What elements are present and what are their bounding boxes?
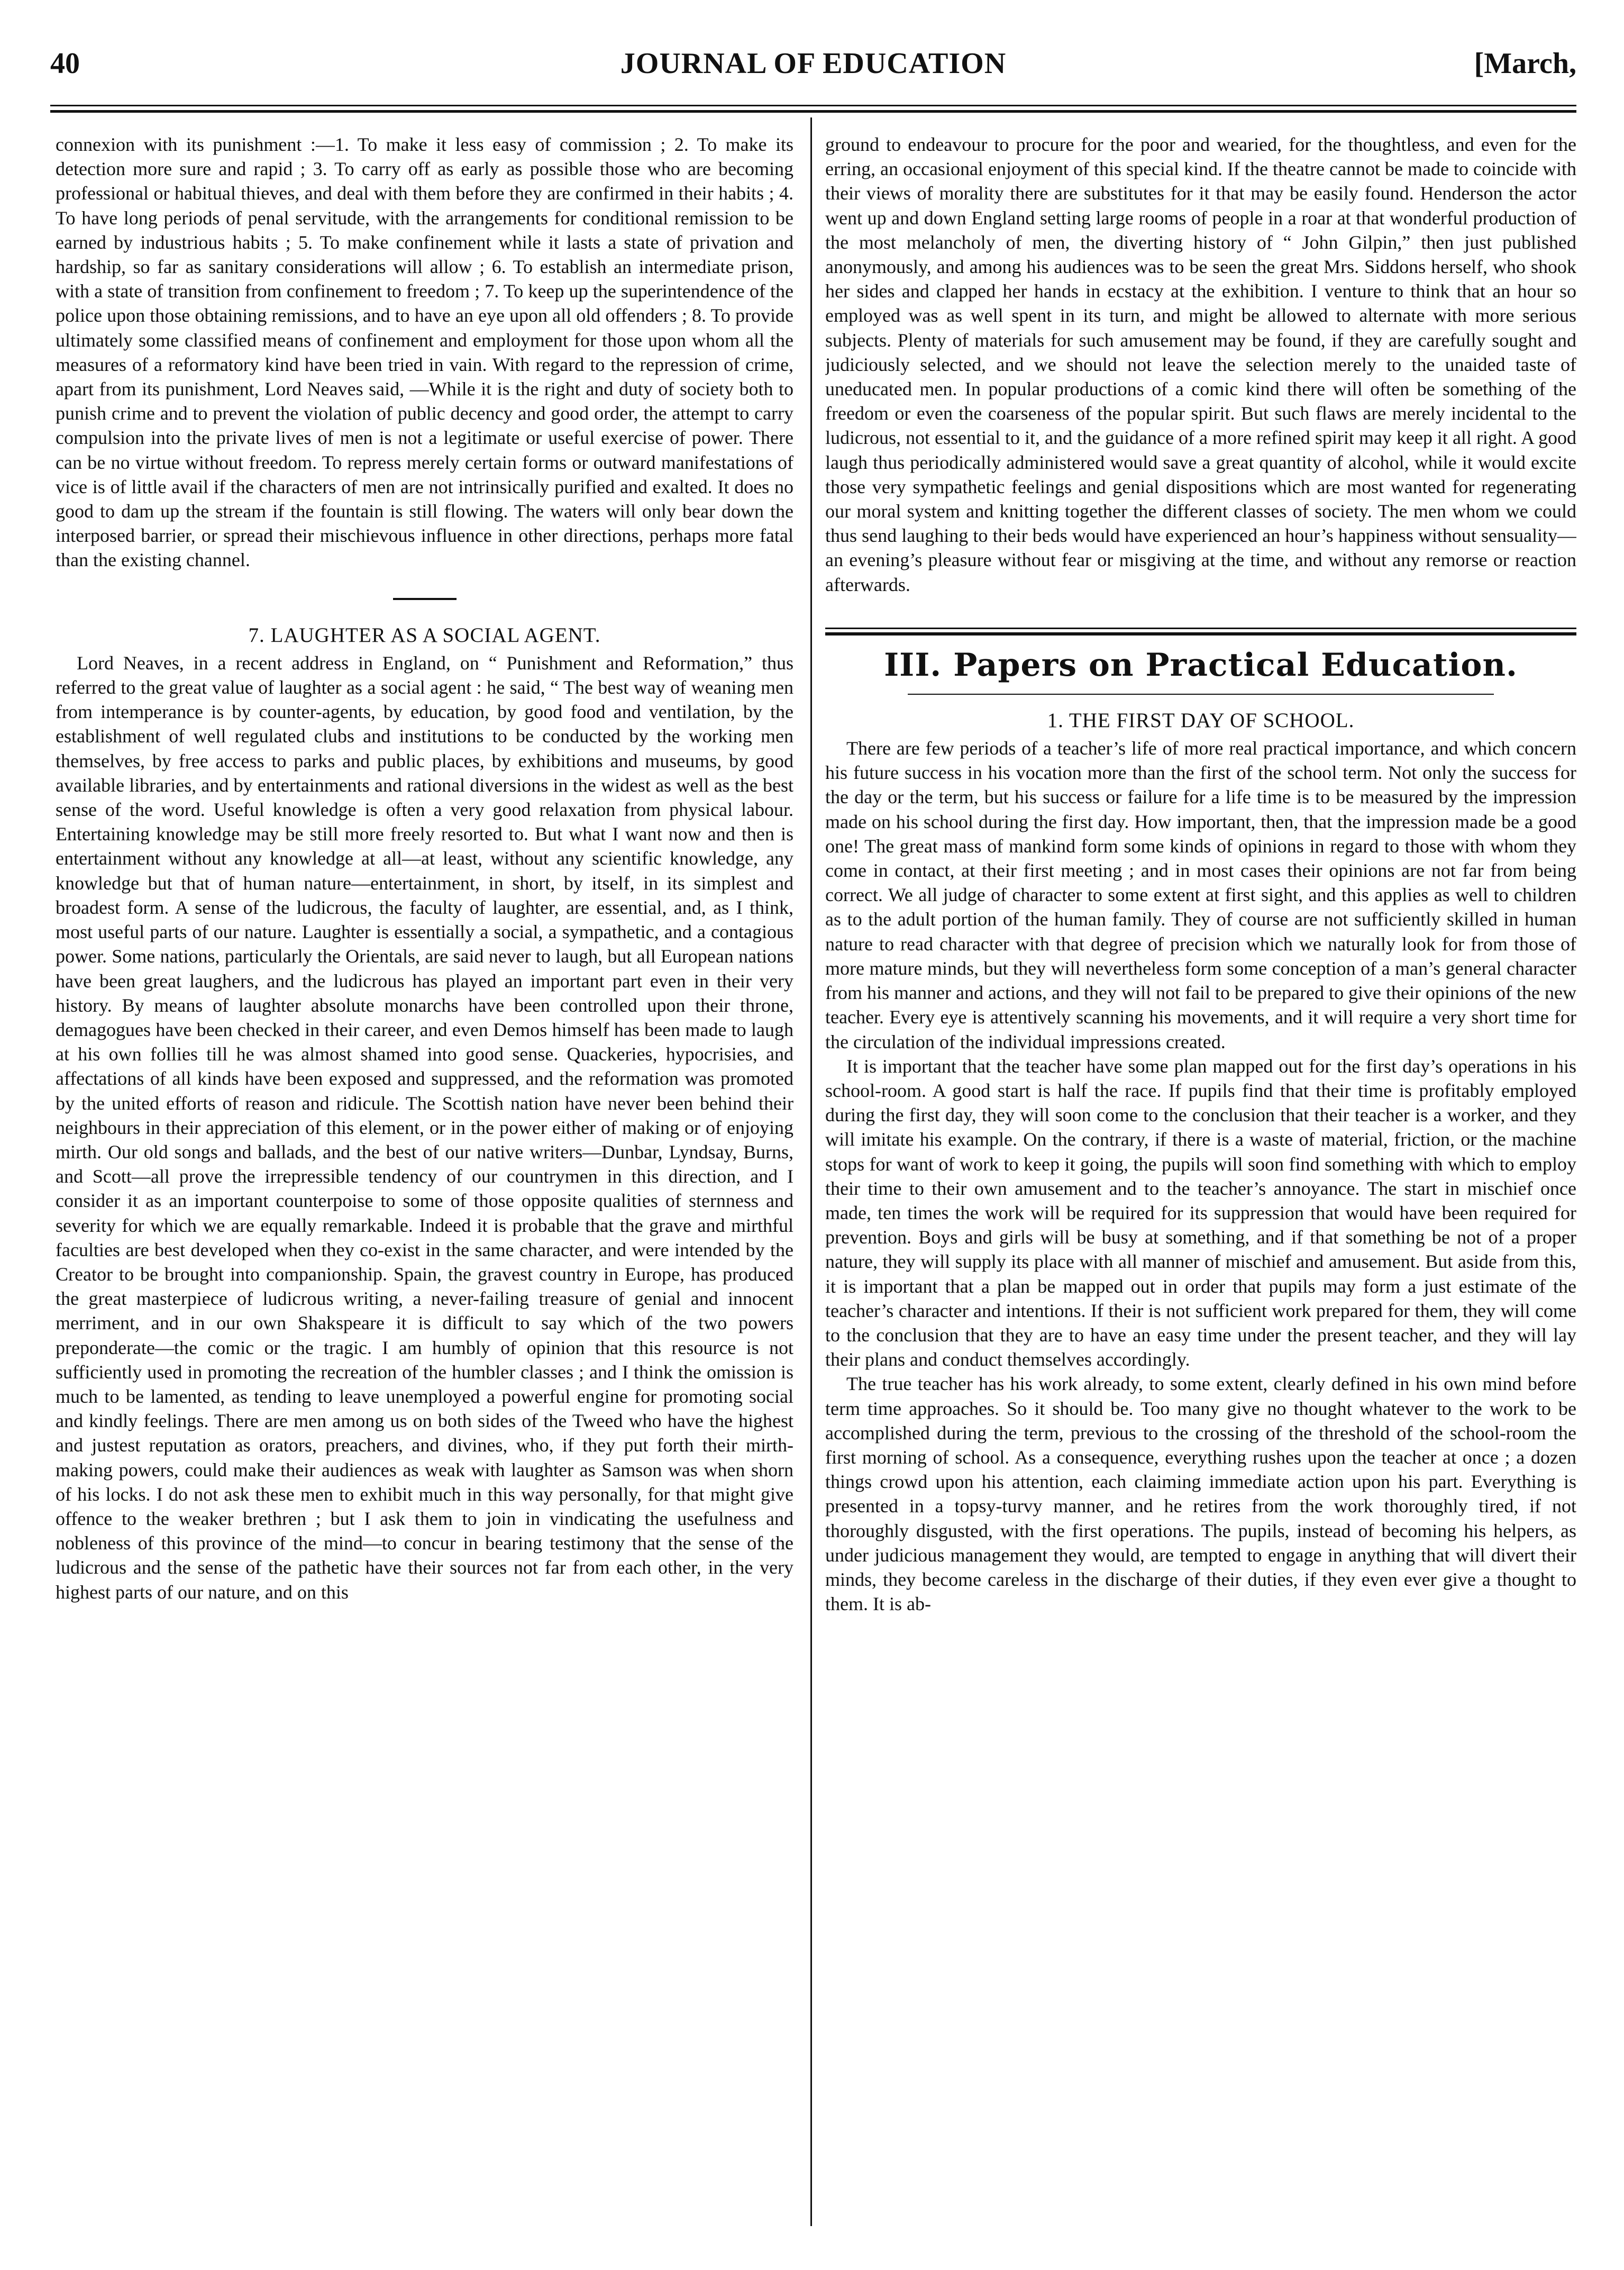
section-heading: III. Papers on Practical Education. [884, 646, 1518, 684]
issue-month: [March, [1474, 47, 1576, 80]
body-paragraph: There are few periods of a teacher’s life of more real practical importance, and which concern his future success in his vocation more than the first of the school term. Not only the success for the day or the term, but his success or failure for a life time is to be measured by the impression made on his school during the first day. How important, then, that the impression made be a good one! The great mass of mankind form some kinds of opinions in regard to those with whom they come in contact, at their first meeting ; and in most cases their opinions are not far from being correct. We all judge of character to some extent at first sight, and this applies as well to children as to the adult portion of the human family. They of course are not sufficiently skilled in human nature to read character with that degree of precision which we naturally look for from those of more mature minds, but they will nevertheless form some conception of a man’s general character from his manner and actions, and they will not fail to be prepared to give their opinions of the new teacher. Every eye is attentively scanning his movements, and it will require a very short time for the circulation of the individual impressions created. [825, 738, 1576, 1052]
article-heading: 1. THE FIRST DAY OF SCHOOL. [1047, 709, 1355, 732]
body-paragraph: Lord Neaves, in a recent address in England, on “ Punishment and Reformation,” thus referred to the great value of laughter as a social agent : he said, “ The best way of weaning men from intemperance is by counter-agents, by education, by good food and ventilation, by the establishment of well regulated clubs and institutions to be conducted by the working men themselves, by free access to parks and public places, by exhibitions and museums, by good available libraries, and by entertainments and rational diversions in the widest as well as the best sense of the word. Useful knowledge is often a very good relaxation from physical labour. Entertaining knowledge may be still more freely resorted to. But what I want now and then is entertainment without any knowledge at all—at least, without any scientific knowledge, any knowledge but that of human nature—entertainment, in short, by itself, in its simplest and broadest form. A sense of the ludicrous, the faculty of laughter, are essential, and, as I think, most useful parts of our nature. Laughter is essentially a social, a sympathetic, and a contagious power. Some nations, particularly the Orientals, are said never to laugh, but all European nations have been great laughers, and the ludicrous has played an important part even in their very history. By means of laughter absolute monarchs have been controlled upon their throne, demagogues have been checked in their career, and even Demos himself has been made to laugh at his own follies till he was almost shamed into good sense. Quackeries, hypocrisies, and affectations of all kinds have been exposed and suppressed, and the reformation was promoted by the united efforts of reason and ridicule. The Scottish nation have never been behind their neighbours in their appreciation of this element, or in the power either of making or of enjoying mirth. Our old songs and ballads, and the best of our native writers—Dunbar, Lyndsay, Burns, and Scott—all prove the irrepressible tendency of our countrymen in this direction, and I consider it as an important counterpoise to some of those opposite qualities of sternness and severity for which we are equally remarkable. Indeed it is probable that the grave and mirthful faculties are best developed when they co-exist in the same character, and were intended by the Creator to be brought into companionship. Spain, the gravest country in Europe, has produced the great masterpiece of ludicrous writing, a never-failing treasure of genial and innocent merriment, and in our own Shakspeare it is difficult to say which of the two powers preponderate—the comic or the tragic. I am humbly of opinion that this resource is not sufficiently used in promoting the recreation of the humbler classes ; and I think the omission is much to be lamented, as tending to leave unemployed a powerful engine for promoting social and kindly feelings. There are men among us on both sides of the Tweed who have the highest and justest reputation as orators, preachers, and divines, who, if they put forth their mirth-making powers, could make their audiences as weak with laughter as Samson was when shorn of his locks. I do not ask these men to exhibit much in this way personally, for that might give offence to the weaker brethren ; but I ask them to join in vindicating the usefulness and nobleness of this province of the mind—to concur in bearing testimony that the sense of the ludicrous and the sense of the pathetic have their sources not far from each other, in the very highest parts of our nature, and on this [56, 652, 793, 1603]
column-divider [810, 117, 812, 2226]
section-rule-thin [825, 628, 1576, 629]
header-rule-thick [50, 110, 1576, 113]
journal-title: JOURNAL OF EDUCATION [620, 47, 1007, 80]
section-heading-block [825, 628, 1576, 695]
section-rule-thick [825, 632, 1576, 635]
page-number: 40 [50, 47, 80, 80]
right-column [825, 132, 1576, 2228]
left-column [56, 132, 793, 2228]
article-heading: 7. LAUGHTER AS A SOCIAL AGENT. [248, 623, 601, 647]
body-paragraph: It is important that the teacher have some plan mapped out for the first day’s operations in his school-room. A good start is half the race. If pupils find that their time is profitably employed during the first day, they will soon come to the conclusion that their teacher is a worker, and they will imitate his example. On the contrary, if there is a waste of material, friction, or the machine stops for want of work to keep it going, the pupils will soon find something with which to employ their time to their own amusement and to the teacher’s annoyance. The start in mischief once made, ten times the work will be required for its suppression that would have been required for prevention. Boys and girls will be busy at something, and if that something be not of a proper nature, they will supply its place with all manner of mischief and amusement. But aside from this, it is important that a plan be mapped out in order that pupils may form a just estimate of the teacher’s character and intentions. If their is not sufficient work prepared for them, they will come to the conclusion that they are to have an easy time under the present teacher, and they will lay their plans and conduct themselves accordingly. [825, 1055, 1576, 1370]
header-rule-thin [50, 105, 1576, 106]
body-paragraph: ground to endeavour to procure for the poor and wearied, for the thoughtless, and even for the erring, an occasional enjoyment of this special kind. If the theatre cannot be made to coincide with their views of morality there are substitutes for it that may be easily found. Henderson the actor went up and down England setting large rooms of people in a roar at that wonderful production of the most melancholy of men, the diverting history of “ John Gilpin,” then just published anonymously, and among his audiences was to be seen the great Mrs. Siddons herself, who shook her sides and clapped her hands in ecstacy at the exhibition. I venture to think that an hour so employed was as well spent in its turn, and might be allowed to alternate with more serious subjects. Plenty of materials for such amusement may be found, if they are carefully sought and judiciously selected, and we should not leave the selection merely to the unaided taste of uneducated men. In popular productions of a comic kind there will often be something of the freedom or even the coarseness of the popular spirit. But such flaws are merely incidental to the ludicrous, not essential to it, and the guidance of a more refined spirit may keep it all right. A good laugh thus periodically administered would save a great quantity of alcohol, while it would excite those very sympathetic feelings and genial dispositions which are most wanted for regenerating our moral system and knitting together the different classes of society. The men whom we could thus send laughing to their beds would have experienced an hour’s happiness without sensuality—an evening’s pleasure without fear or misgiving at the time, and without any remorse or reaction afterwards. [825, 134, 1576, 595]
article-separator [393, 598, 457, 600]
body-paragraph: The true teacher has his work already, to some extent, clearly defined in his own mind before term time approaches. So it should be. Too many give no thought whatever to the work to be accomplished during the term, previous to the crossing of the threshold of the school-room the first morning of school. As a consequence, everything rushes upon the teacher at once ; a dozen things crowd upon his attention, each claiming immediate action upon his part. Everything is presented in a topsy-turvy manner, and he retires from the work thoroughly tired, if not thoroughly disgusted, with the first operations. The pupils, instead of becoming his helpers, as under judicious management they would, are tempted to engage in anything that will divert their minds, they become careless in the discharge of their duties, if they even ever give a thought to them. It is ab- [825, 1373, 1576, 1615]
running-head [50, 47, 1576, 94]
section-rule-under [908, 694, 1494, 695]
body-paragraph: connexion with its punishment :—1. To make it less easy of commission ; 2. To make its detection more sure and rapid ; 3. To carry off as early as possible those who are becoming professional or habitual thieves, and deal with them before they are confirmed in their habits ; 4. To have long periods of penal servitude, with the arrangements for conditional remission to be earned by industrious habits ; 5. To make confinement while it lasts a state of privation and hardship, so far as sanitary considerations will allow ; 6. To establish an intermediate prison, with a state of transition from confinement to freedom ; 7. To keep up the superintendence of the police upon those obtaining remissions, and to have an eye upon all old offenders ; 8. To provide ultimately some classified means of confinement and employment for those upon whom all the measures of a reformatory kind have been tried in vain. With regard to the repression of crime, apart from its punishment, Lord Neaves said, —While it is the right and duty of society both to punish crime and to prevent the violation of public decency and good order, the attempt to carry compulsion into the private lives of men is not a legitimate or useful exercise of power. There can be no virtue without freedom. To repress merely certain forms or outward manifestations of vice is of little avail if the characters of men are not intrinsically purified and exalted. It does no good to dam up the stream if the fountain is still flowing. The waters will only bear down the interposed barrier, or spread their mischievous influence in other directions, perhaps more fatal than the existing channel. [56, 134, 793, 571]
